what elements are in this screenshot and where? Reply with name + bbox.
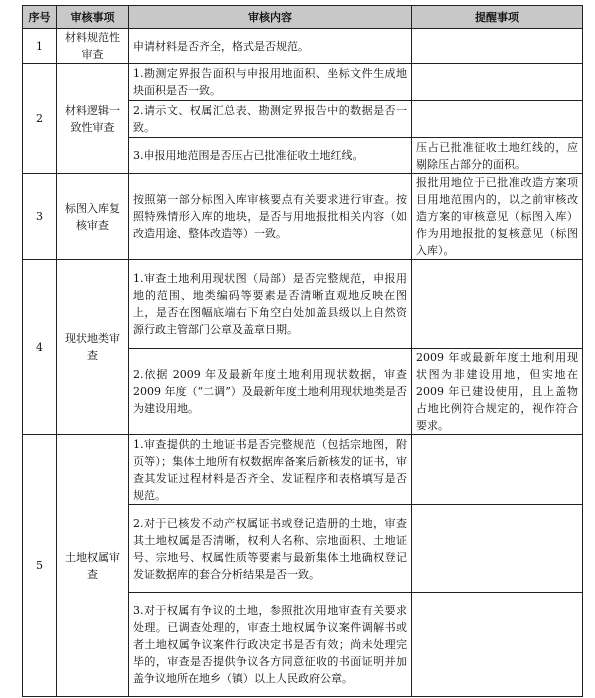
header-note: 提醒事项 xyxy=(412,6,583,29)
review-table xyxy=(22,5,583,697)
header-content: 审核内容 xyxy=(129,6,412,29)
row-content: 2.依据 2009 年及最新年度土地利用现状数据，审查 2009 年度（“二调”）及最新年度土地利用现状地类是否为建设用地。 xyxy=(129,349,412,435)
row-content: 1.审查土地利用现状图（局部）是否完整规范，申报用地的范围、地类编码等要素是否清晰直观地反映在图上，是否在图幅底端右下角空白处加盖县级以上自然资源行政主管部门公章及盖章日期。 xyxy=(129,260,412,349)
table-header-row xyxy=(23,6,583,29)
row-note: 压占已批准征收土地红线的，应剔除压占部分的面积。 xyxy=(412,138,583,174)
table-row xyxy=(23,435,583,505)
row-no: 4 xyxy=(23,260,57,435)
row-note: 2009 年或最新年度土地利用现状图为非建设用地，但实地在 2009 年已建设使用，且上盖物占地比例符合规定的，视作符合要求。 xyxy=(412,349,583,435)
row-content: 申请材料是否齐全，格式是否规范。 xyxy=(129,29,412,64)
row-note xyxy=(412,435,583,505)
table-row xyxy=(23,260,583,349)
header-no: 序号 xyxy=(23,6,57,29)
row-note xyxy=(412,101,583,138)
row-note xyxy=(412,64,583,101)
row-no: 5 xyxy=(23,435,57,697)
row-content: 1.勘测定界报告面积与申报用地面积、坐标文件生成地块面积是否一致。 xyxy=(129,64,412,101)
row-note xyxy=(412,505,583,593)
row-item: 材料规范性审查 xyxy=(57,29,129,64)
header-item: 审核事项 xyxy=(57,6,129,29)
row-content: 3.申报用地范围是否压占已批准征收土地红线。 xyxy=(129,138,412,174)
row-note xyxy=(412,29,583,64)
row-content: 2.对于已核发不动产权属证书或登记造册的土地，审查其土地权属是否清晰，权利人名称、宗地面积、土地证号、宗地号、权属性质等要素与最新集体土地确权登记发证数据库的套合分析结果是否一致。 xyxy=(129,505,412,593)
row-note: 报批用地位于已批准改造方案项目用地范围内的，以之前审核改造方案的审核意见（标图入库）作为用地报批的复核意见（标图入库）。 xyxy=(412,174,583,260)
table-row xyxy=(23,29,583,64)
row-content: 3.对于权属有争议的土地，参照批次用地审查有关要求处理。已调查处理的，审查土地权属争议案件调解书或者土地权属争议案件行政决定书是否有效；尚未处理完毕的，审查是否提供争议各方同意征收的书面证明并加盖争议地所在地乡（镇）以上人民政府公章。 xyxy=(129,593,412,697)
row-no: 2 xyxy=(23,64,57,174)
row-item: 现状地类审查 xyxy=(57,260,129,435)
table-row xyxy=(23,64,583,101)
row-content: 按照第一部分标图入库审核要点有关要求进行审查。按照特殊情形入库的地块，是否与用地报批相关内容（如改造用途、整体改造等）一致。 xyxy=(129,174,412,260)
row-content: 2.请示文、权属汇总表、勘测定界报告中的数据是否一致。 xyxy=(129,101,412,138)
row-note xyxy=(412,260,583,349)
row-content: 1.审查提供的土地证书是否完整规范（包括宗地图，附页等）；集体土地所有权数据库备案后新核发的证书，审查其发证过程材料是否齐全、发证程序和表格填写是否规范。 xyxy=(129,435,412,505)
row-item: 土地权属审查 xyxy=(57,435,129,697)
row-no: 1 xyxy=(23,29,57,64)
row-no: 3 xyxy=(23,174,57,260)
row-item: 标图入库复核审查 xyxy=(57,174,129,260)
row-item: 材料逻辑一致性审查 xyxy=(57,64,129,174)
table-row xyxy=(23,174,583,260)
row-note xyxy=(412,593,583,697)
